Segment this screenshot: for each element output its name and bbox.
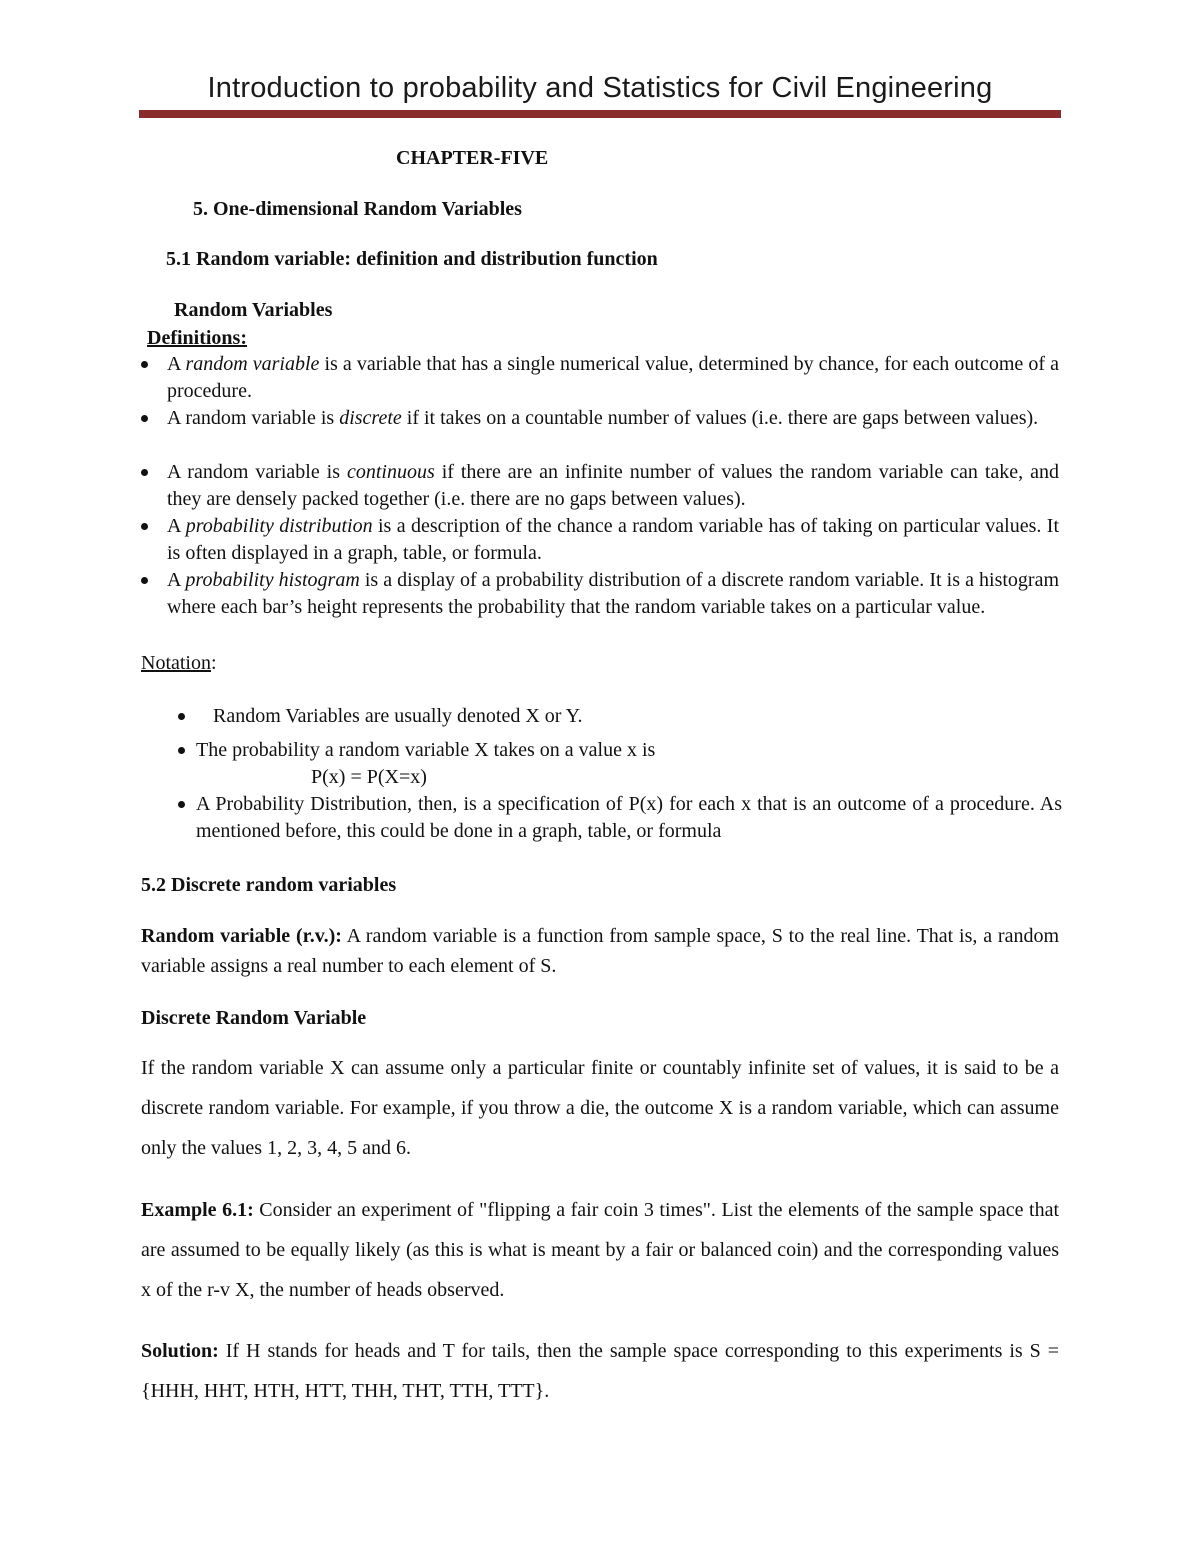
bullet-icon — [178, 801, 185, 808]
solution-label: Solution: — [141, 1340, 219, 1362]
term-emphasis: continuous — [346, 461, 435, 483]
bullet-icon — [141, 523, 148, 530]
term-emphasis: discrete — [339, 407, 402, 429]
notation-label: Notation: — [141, 652, 217, 674]
example-6-1: Example 6.1: Consider an experiment of "flipping a fair coin 3 times". List the elements of the sample space that are assumed to be equally likely (as this is what is meant by a fair or balanced coin) and the corresponding values x of the r-v X, the number of heads observed. — [141, 1199, 1060, 1301]
term-emphasis: probability histogram — [185, 569, 360, 591]
section-title: 5. One-dimensional Random Variables — [193, 198, 522, 220]
rv-label: Random variable (r.v.): — [141, 925, 342, 947]
header-rule — [139, 110, 1061, 118]
document-header-title: Introduction to probability and Statistics for Civil Engineering — [207, 72, 993, 104]
solution-paragraph: Solution: If H stands for heads and T for tails, then the sample space corresponding to this experiments is S = {HHH, HHT, HTH, HTT, THH, THT, TTH, TTT}. — [141, 1340, 1059, 1402]
example-label: Example 6.1: — [141, 1199, 254, 1221]
term-emphasis: random variable — [185, 353, 320, 375]
term-emphasis: probability distribution — [185, 515, 373, 537]
bullet-icon — [141, 577, 148, 584]
bullet-icon — [141, 361, 148, 368]
discrete-random-variable-heading: Discrete Random Variable — [141, 1007, 367, 1029]
bullet-icon — [178, 747, 185, 754]
random-variables-heading: Random Variables — [174, 299, 333, 321]
random-variable-definition: Random variable (r.v.): A random variable is a function from sample space, S to the real line. That is, a random variable assigns a real number to each element of S. — [141, 925, 1060, 977]
definitions-label: Definitions: — [147, 327, 247, 349]
subsection-5-1-title: 5.1 Random variable: definition and distribution function — [166, 248, 658, 270]
section-5-2-title: 5.2 Discrete random variables — [141, 874, 397, 896]
bullet-icon — [141, 415, 148, 422]
bullet-icon — [178, 713, 185, 720]
probability-formula: P(x) = P(X=x) — [311, 766, 427, 788]
discrete-random-variable-text: If the random variable X can assume only a particular finite or countably infinite set of values, it is said to be a discrete random variable. For example, if you throw a die, the outcome X is a random variable, which can assume only the values 1, 2, 3, 4, 5 and 6. — [141, 1057, 1059, 1159]
bullet-icon — [141, 469, 148, 476]
chapter-title: CHAPTER-FIVE — [396, 147, 549, 169]
